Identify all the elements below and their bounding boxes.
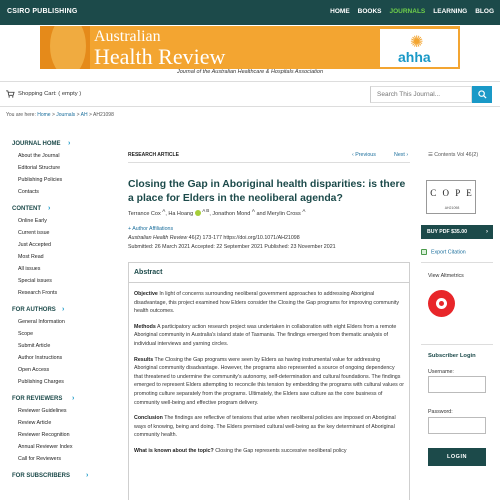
export-citation-label: Export Citation bbox=[431, 249, 466, 256]
para-label: What is known about the topic? bbox=[134, 447, 214, 454]
abstract-box bbox=[128, 262, 410, 500]
nav-home[interactable]: HOME bbox=[330, 8, 350, 15]
nav-books[interactable]: BOOKS bbox=[357, 8, 382, 15]
sidebar-item-special-issues[interactable]: Special issues bbox=[18, 278, 52, 284]
top-nav bbox=[330, 8, 494, 15]
cope-logo-text: C O P E bbox=[430, 188, 474, 198]
sidebar-item-contacts[interactable]: Contacts bbox=[18, 189, 39, 195]
brand-logo[interactable]: CSIRO PUBLISHING bbox=[7, 8, 78, 15]
para-label: Methods bbox=[134, 323, 156, 330]
chevron-right-icon: › bbox=[72, 395, 75, 402]
chevron-right-icon: › bbox=[86, 472, 89, 479]
sidebar-item-about[interactable]: About the Journal bbox=[18, 153, 60, 159]
chevron-right-icon: › bbox=[62, 306, 65, 313]
next-label: Next bbox=[394, 152, 405, 158]
abstract-heading: Abstract bbox=[129, 263, 409, 283]
search-icon bbox=[478, 90, 487, 99]
cart-search-bar bbox=[0, 81, 500, 107]
divider bbox=[421, 344, 493, 345]
journal-subtitle: Journal of the Australian Healthcare & Hospitals Association bbox=[176, 69, 324, 75]
article-type: RESEARCH ARTICLE bbox=[128, 152, 179, 158]
author-link[interactable]: Ha Hoang bbox=[168, 210, 194, 217]
para-label: Objective bbox=[134, 291, 158, 297]
sidebar-item-online-early[interactable]: Online Early bbox=[18, 218, 47, 224]
sidebar-item-general-information[interactable]: General Information bbox=[18, 319, 65, 325]
previous-label: Previous bbox=[355, 152, 376, 158]
sidebar-section-title: JOURNAL HOME bbox=[12, 141, 61, 147]
sidebar-item-call-for-reviewers[interactable]: Call for Reviewers bbox=[18, 456, 61, 462]
banner-decoration-circle bbox=[50, 26, 86, 69]
abstract-conclusion bbox=[129, 414, 409, 440]
sidebar-item-submit-article[interactable]: Submit Article bbox=[18, 343, 51, 349]
ahha-logo-text: ahha bbox=[398, 49, 431, 65]
author-link[interactable]: Merylin Cross bbox=[267, 210, 301, 217]
breadcrumb-current: AH21098 bbox=[93, 112, 114, 118]
breadcrumb-ah[interactable]: AH bbox=[80, 112, 88, 118]
breadcrumb-home[interactable]: Home bbox=[37, 112, 51, 118]
orcid-icon[interactable] bbox=[195, 210, 201, 216]
username-field[interactable] bbox=[428, 376, 486, 393]
breadcrumb: You are here: Home > Journals > AH > AH21098 bbox=[6, 112, 114, 118]
sidebar-item-review-article[interactable]: Review Article bbox=[18, 420, 52, 426]
article-dates: Submitted: 26 March 2021 Accepted: 22 September 2021 Published: 23 November 2021 bbox=[128, 244, 336, 250]
divider bbox=[421, 262, 493, 263]
altmetric-badge-icon[interactable] bbox=[428, 290, 455, 317]
export-citation-link[interactable] bbox=[421, 249, 466, 255]
para-label: Results bbox=[134, 356, 154, 363]
previous-article-link[interactable]: ‹ Previous bbox=[352, 152, 376, 158]
breadcrumb-prefix: You are here: bbox=[6, 112, 38, 118]
abstract-results bbox=[129, 356, 409, 408]
author-affiliation-marker: A bbox=[162, 208, 166, 213]
journal-banner[interactable] bbox=[40, 26, 460, 69]
username-label: Username: bbox=[428, 369, 454, 375]
sidebar-section-journal-home[interactable] bbox=[0, 138, 112, 150]
search-input[interactable] bbox=[370, 86, 472, 103]
citation-journal: Australian Health Review bbox=[128, 235, 188, 241]
sidebar-section-for-authors[interactable] bbox=[0, 304, 112, 316]
abstract-methods bbox=[129, 323, 409, 349]
sidebar bbox=[0, 138, 112, 482]
sidebar-section-for-reviewers[interactable] bbox=[0, 393, 112, 405]
top-bar bbox=[0, 0, 500, 25]
nav-journals[interactable]: JOURNALS bbox=[389, 8, 426, 15]
shopping-cart-icon[interactable] bbox=[6, 90, 15, 98]
sidebar-item-publishing-charges[interactable]: Publishing Charges bbox=[18, 379, 64, 385]
breadcrumb-journals[interactable]: Journals bbox=[56, 112, 76, 118]
sidebar-section-title: FOR REVIEWERS bbox=[12, 396, 63, 402]
sidebar-section-title: FOR SUBSCRIBERS bbox=[12, 473, 71, 479]
sidebar-section-for-subscribers[interactable] bbox=[0, 470, 112, 482]
banner-title-line2: Health Review bbox=[94, 44, 226, 69]
abstract-what-is-known bbox=[129, 447, 409, 456]
sidebar-item-annual-reviewer-index[interactable]: Annual Reviewer Index bbox=[18, 444, 73, 450]
cope-logo[interactable] bbox=[426, 180, 476, 214]
sidebar-item-research-fronts[interactable]: Research Fronts bbox=[18, 290, 58, 296]
para-text: The findings are reflective of tensions that arise when neoliberal policies are imposed on Aboriginal ways of knowing, being and doing. The Elders premised cultural well-being as the key determinant of Aboriginal community health. bbox=[134, 415, 396, 439]
citation bbox=[128, 235, 300, 241]
sidebar-item-reviewer-recognition[interactable]: Reviewer Recognition bbox=[18, 432, 70, 438]
password-label: Password: bbox=[428, 409, 453, 415]
chevron-right-icon: › bbox=[48, 205, 51, 212]
sidebar-item-editorial[interactable]: Editorial Structure bbox=[18, 165, 61, 171]
ahha-logo bbox=[380, 29, 458, 67]
next-article-link[interactable]: Next › bbox=[394, 152, 409, 158]
buy-pdf-button[interactable] bbox=[421, 225, 493, 239]
buy-pdf-label: BUY PDF $35.00 bbox=[427, 229, 467, 235]
export-citation-icon bbox=[421, 249, 427, 255]
password-field[interactable] bbox=[428, 417, 486, 434]
para-label: Conclusion bbox=[134, 415, 163, 422]
sidebar-item-just-accepted[interactable]: Just Accepted bbox=[18, 242, 51, 248]
sidebar-item-most-read[interactable]: Most Read bbox=[18, 254, 44, 260]
contents-label: Contents Vol 46(2) bbox=[434, 152, 479, 158]
nav-blog[interactable]: BLOG bbox=[475, 8, 494, 15]
chevron-right-icon: › bbox=[486, 229, 488, 235]
altmetric-badge-dot bbox=[439, 301, 444, 306]
abstract-objective bbox=[129, 290, 409, 316]
nav-learning[interactable]: LEARNING bbox=[433, 8, 468, 15]
sidebar-item-all-issues[interactable]: All issues bbox=[18, 266, 41, 272]
author-list: Terrance Cox $^A$, Ha Hoang $^{A B}$, Jonathon Mond $^A$ and Merylin Cross $^A$ bbox=[128, 208, 306, 217]
author-link[interactable]: Terrance Cox bbox=[128, 210, 161, 217]
banner-title-line1: Australian bbox=[94, 28, 161, 45]
author-link[interactable]: Jonathon Mond bbox=[212, 210, 251, 217]
altmetrics-label: View Altmetrics bbox=[428, 273, 464, 279]
sidebar-item-author-instructions[interactable]: Author Instructions bbox=[18, 355, 63, 361]
cope-logo-subtext: AH21098 bbox=[444, 206, 460, 210]
sidebar-item-scope[interactable]: Scope bbox=[18, 331, 34, 337]
issue-contents-link[interactable] bbox=[428, 152, 478, 158]
author-affiliations-toggle[interactable]: + Author Affiliations bbox=[128, 226, 174, 232]
para-text: The Closing the Gap programs were seen by Elders as having instrumental value for addressing Aboriginal community disadvantage. However, the programs also represented a source of ongoing dependency that threatened to undermine the community's autonomy, self-determination and cultural foundations. The findings emerged to represent Elders attempting to reconcile this tension by embedding the programs with cultural values or promoting culture separately from the programs. Ultimately, the Elders saw culture as the core business of community well-being and effective program delivery. bbox=[134, 356, 404, 406]
citation-details[interactable]: 46(2) 173-177 https://doi.org/10.1071/AH21098 bbox=[188, 235, 300, 241]
sidebar-section-title: FOR AUTHORS bbox=[12, 307, 56, 313]
author-affiliation-marker: A B bbox=[202, 208, 210, 213]
sidebar-item-open-access[interactable]: Open Access bbox=[18, 367, 50, 373]
flower-icon: ✺ bbox=[410, 34, 424, 51]
chevron-right-icon: › bbox=[68, 140, 71, 147]
author-affiliation-marker: A bbox=[251, 208, 255, 213]
altmetric-badge-inner bbox=[436, 298, 447, 309]
article-title: Closing the Gap in Aboriginal health disparities: is there a place for Elders in the neoliberal agenda? bbox=[128, 179, 406, 204]
article-header-bar bbox=[128, 151, 410, 163]
sidebar-section-title: CONTENT bbox=[12, 206, 41, 212]
shopping-cart-status[interactable]: Shopping Cart: ( empty ) bbox=[18, 91, 82, 97]
para-text: Closing the Gap represents successive neoliberal policy bbox=[213, 447, 347, 454]
sidebar-item-policies[interactable]: Publishing Policies bbox=[18, 177, 63, 183]
author-affiliation-marker: A bbox=[302, 208, 306, 213]
search-button[interactable] bbox=[472, 86, 492, 103]
para-text: A participatory action research project was undertaken in collaboration with eight Elders from a remote Aboriginal community in Australia's island state of Tasmania. The findings emerged from thematic analysis of individual interviews and yarning circles. bbox=[134, 323, 397, 347]
para-text: In light of concerns surrounding neoliberal government approaches to addressing Aboriginal disadvantage, this project examined how Elders consider the Closing the Gap programs for improving community health outcomes. bbox=[134, 291, 399, 315]
sidebar-item-current-issue[interactable]: Current issue bbox=[18, 230, 50, 236]
login-button[interactable]: LOGIN bbox=[428, 448, 486, 466]
subscriber-login-title: Subscriber Login bbox=[428, 353, 476, 359]
contents-icon: ☰ bbox=[428, 152, 433, 158]
sidebar-item-reviewer-guidelines[interactable]: Reviewer Guidelines bbox=[18, 408, 67, 414]
sidebar-section-content[interactable] bbox=[0, 203, 112, 215]
